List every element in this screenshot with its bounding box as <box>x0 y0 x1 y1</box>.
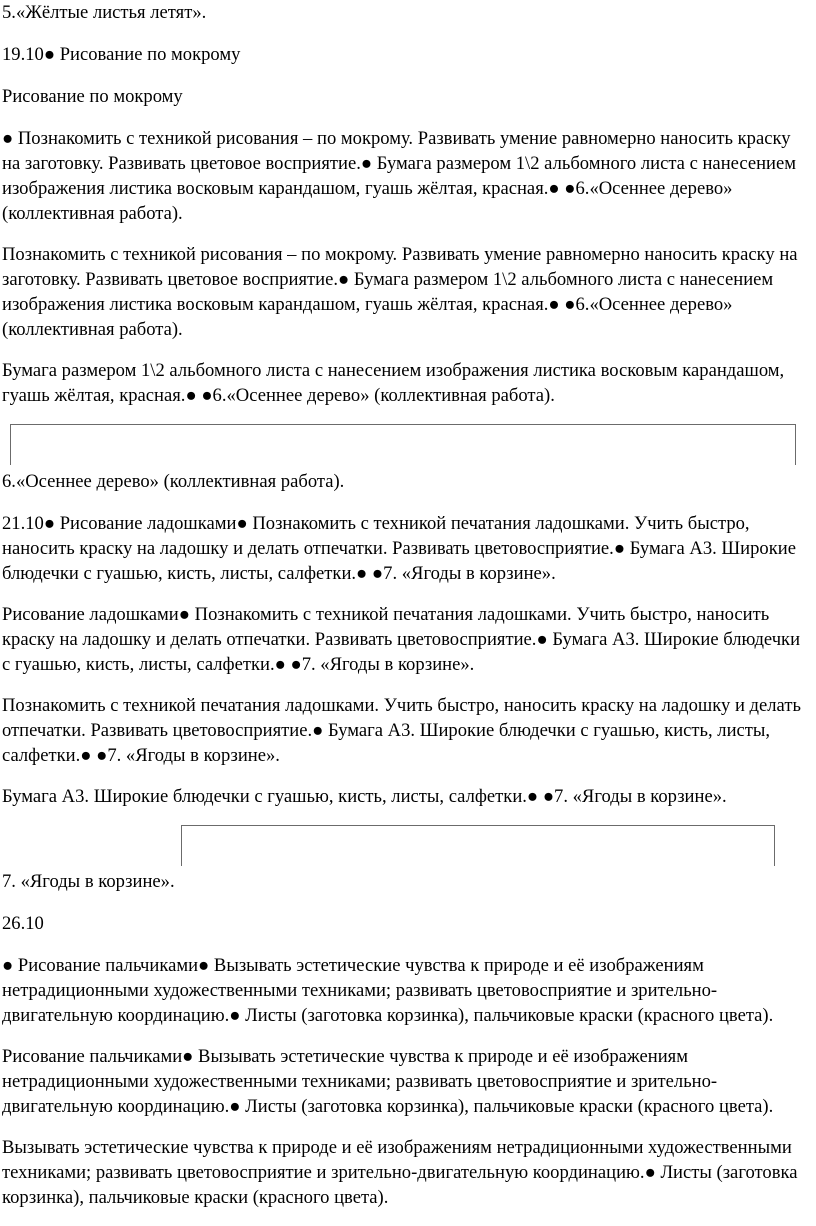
paragraph-1: 5.«Жёлтые листья летят». <box>2 2 207 23</box>
paragraph-10: Познакомить с техникой печатания ладошками. Учить быстро, наносить краску на ладошку и делать отпечатки. Развивать цветовосприятие.● Бумага А3. Широкие блюдечки с гуашью, кисть, листы, салфетки.● ●7. «Ягоды в корзине». <box>2 695 801 766</box>
paragraph-13: 26.10 <box>2 913 44 934</box>
table-frame-2 <box>181 825 775 866</box>
paragraph-9: Рисование ладошками● Познакомить с техникой печатания ладошками. Учить быстро, наносить краску на ладошку и делать отпечатки. Развивать цветовосприятие.● Бумага А3. Широкие блюдечки с гуашью, кисть, листы, салфетки.● ●7. «Ягоды в корзине». <box>2 604 801 675</box>
paragraph-8: 21.10● Рисование ладошками● Познакомить с техникой печатания ладошками. Учить быстро, наносить краску на ладошку и делать отпечатки. Развивать цветовосприятие.● Бумага А3. Широкие блюдечки с гуашью, кисть, листы, салфетки.● ●7. «Ягоды в корзине». <box>2 513 796 584</box>
paragraph-7: 6.«Осеннее дерево» (коллективная работа). <box>2 471 345 492</box>
paragraph-14: ● Рисование пальчиками● Вызывать эстетические чувства к природе и её изображениям нетрадиционными художественными техниками; развивать цветовосприятие и зрительно-двигательную координацию.● Листы (заготовка корзинка), пальчиковые краски (красного цвета). <box>2 955 774 1026</box>
paragraph-5: Познакомить с техникой рисования – по мокрому. Развивать умение равномерно наносить краску на заготовку. Развивать цветовое восприятие.● Бумага размером 1\2 альбомного листа с нанесением изображения листика восковым карандашом, гуашь жёлтая, красная.● ●6.«Осеннее дерево» (коллективная работа). <box>2 244 798 340</box>
paragraph-12: 7. «Ягоды в корзине». <box>2 871 175 892</box>
paragraph-4: ● Познакомить с техникой рисования – по мокрому. Развивать умение равномерно наносить краску на заготовку. Развивать цветовое восприятие.● Бумага размером 1\2 альбомного листа с нанесением изображения листика восковым карандашом, гуашь жёлтая, красная.● ●6.«Осеннее дерево» (коллективная работа). <box>2 128 797 224</box>
paragraph-2: 19.10● Рисование по мокрому <box>2 44 241 65</box>
paragraph-16: Вызывать эстетические чувства к природе и её изображениям нетрадиционными художественными техниками; развивать цветовосприятие и зрительно-двигательную координацию.● Листы (заготовка корзинка), пальчиковые краски (красного цвета). <box>2 1137 798 1208</box>
paragraph-6: Бумага размером 1\2 альбомного листа с нанесением изображения листика восковым карандашом, гуашь жёлтая, красная.● ●6.«Осеннее дерево» (коллективная работа). <box>2 360 785 406</box>
table-frame-1 <box>10 424 796 465</box>
paragraph-3: Рисование по мокрому <box>2 86 183 107</box>
paragraph-11: Бумага А3. Широкие блюдечки с гуашью, кисть, листы, салфетки.● ●7. «Ягоды в корзине». <box>2 786 727 807</box>
paragraph-15: Рисование пальчиками● Вызывать эстетические чувства к природе и её изображениям нетрадиционными художественными техниками; развивать цветовосприятие и зрительно-двигательную координацию.● Листы (заготовка корзинка), пальчиковые краски (красного цвета). <box>2 1046 774 1117</box>
